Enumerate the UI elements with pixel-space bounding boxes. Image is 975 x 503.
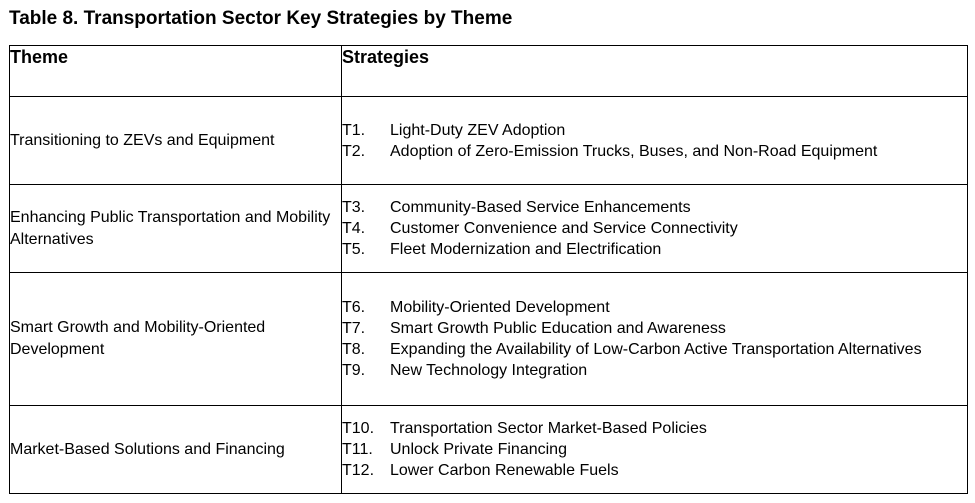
strategy-item	[342, 197, 967, 218]
strategy-item	[342, 460, 967, 481]
strategies-cell	[342, 406, 968, 494]
strategy-item	[342, 318, 967, 339]
strategy-label: Light-Duty ZEV Adoption	[390, 121, 566, 139]
strategy-item	[342, 339, 967, 360]
strategy-code: T7.	[342, 320, 366, 337]
strategy-code: T12.	[342, 462, 375, 479]
table-row	[10, 97, 968, 185]
strategy-item	[342, 439, 967, 460]
strategy-code: T6.	[342, 299, 366, 316]
strategy-label: Mobility-Oriented Development	[390, 299, 610, 316]
strategy-item	[342, 297, 967, 318]
strategy-item	[342, 418, 967, 439]
strategies-cell	[342, 185, 968, 273]
theme-cell: Smart Growth and Mobility-Oriented Development	[10, 273, 342, 406]
strategy-code: T8.	[342, 341, 366, 358]
strategy-label: Lower Carbon Renewable Fuels	[390, 462, 619, 479]
strategy-code: T3.	[342, 199, 366, 216]
theme-cell: Enhancing Public Transportation and Mobility Alternatives	[10, 185, 342, 273]
strategy-list	[342, 297, 967, 381]
table-row	[10, 406, 968, 494]
strategies-cell	[342, 273, 968, 406]
strategy-label: Customer Convenience and Service Connectivity	[390, 220, 738, 237]
strategy-label: Expanding the Availability of Low-Carbon Active Transportation Alternatives	[390, 341, 922, 358]
strategy-label: Community-Based Service Enhancements	[390, 199, 691, 216]
header-theme: Theme	[10, 46, 342, 97]
strategy-item	[342, 120, 967, 141]
strategy-label: Transportation Sector Market-Based Policies	[390, 420, 707, 437]
strategy-code: T5.	[342, 241, 366, 258]
strategy-item	[342, 218, 967, 239]
strategy-list	[342, 197, 967, 260]
strategy-item	[342, 360, 967, 381]
strategy-list	[342, 120, 967, 162]
strategy-label: Unlock Private Financing	[390, 441, 567, 458]
table-title: Table 8. Transportation Sector Key Strategies by Theme	[9, 8, 513, 29]
strategy-list	[342, 418, 967, 481]
strategy-code: T11.	[342, 441, 373, 458]
strategy-code: T2.	[342, 142, 366, 160]
strategy-code: T9.	[342, 362, 366, 379]
strategy-label: Adoption of Zero-Emission Trucks, Buses, and Non-Road Equipment	[390, 142, 878, 160]
table-row	[10, 273, 968, 406]
header-strategies: Strategies	[342, 46, 968, 97]
strategy-label: Fleet Modernization and Electrification	[390, 241, 662, 258]
strategies-table	[9, 45, 968, 494]
strategy-label: New Technology Integration	[390, 362, 588, 379]
strategy-code: T10.	[342, 420, 375, 437]
theme-cell: Transitioning to ZEVs and Equipment	[10, 97, 342, 185]
strategy-item	[342, 239, 967, 260]
table-header-row	[10, 46, 968, 97]
table-row	[10, 185, 968, 273]
strategy-label: Smart Growth Public Education and Awareness	[390, 320, 726, 337]
strategy-item	[342, 141, 967, 162]
strategies-cell	[342, 97, 968, 185]
theme-cell: Market-Based Solutions and Financing	[10, 406, 342, 494]
strategy-code: T1.	[342, 121, 366, 139]
strategy-code: T4.	[342, 220, 366, 237]
